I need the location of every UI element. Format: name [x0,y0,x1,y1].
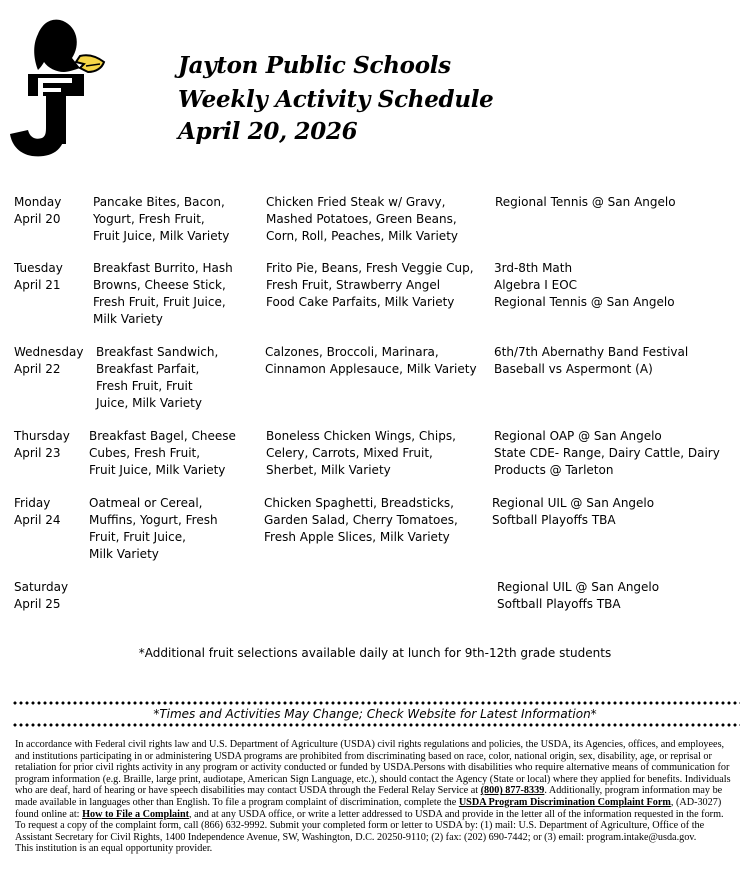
activity-item: Regional Tennis @ San Angelo [494,295,675,309]
usda-disclaimer [15,739,735,855]
activity-item: Regional OAP @ San Angelo [494,429,662,443]
schedule-title: Weekly Activity Schedule [178,86,494,113]
menu-line: Mashed Potatoes, Green Beans, [266,212,457,226]
day-name: Thursday [14,429,70,443]
breakfast-menu [89,428,236,479]
activity-item: State CDE- Range, Dairy Cattle, Dairy [494,446,720,460]
day-date: April 23 [14,446,61,460]
day-label [14,579,68,613]
day-label [14,260,63,294]
menu-line: Fresh Fruit, Fruit [96,379,193,393]
menu-line: Milk Variety [93,312,163,326]
activity-item: Products @ Tarleton [494,463,614,477]
equal-opportunity-statement: This institution is an equal opportunity provider. [15,843,213,855]
activity-item: 3rd-8th Math [494,261,573,275]
day-name: Saturday [14,580,69,594]
menu-line: Frito Pie, Beans, Fresh Veggie Cup, [266,261,474,275]
day-label [14,495,61,529]
activity-item: Baseball vs Aspermont (A) [494,362,653,376]
menu-line: Fruit Juice, Milk Variety [93,229,230,243]
relay-phone: (800) 877-8339 [480,785,545,797]
school-logo [8,16,112,160]
menu-line: Pancake Bites, Bacon, [93,195,225,209]
menu-line: Food Cake Parfaits, Milk Variety [266,295,455,309]
day-label [14,428,70,462]
menu-line: Breakfast Parfait, [96,362,200,376]
day-date: April 25 [14,597,61,611]
menu-line: Celery, Carrots, Mixed Fruit, [266,446,433,460]
lunch-menu [266,428,456,479]
menu-line: Fresh Fruit, Fruit Juice, [93,295,226,309]
fruit-note: *Additional fruit selections available daily at lunch for 9th-12th grade students [138,646,612,660]
day-label [14,194,61,228]
menu-line: Breakfast Burrito, Hash [93,261,233,275]
menu-line: Juice, Milk Variety [96,396,202,410]
disclaimer-text-1: In accordance with Federal civil rights law and U.S. Department of Agriculture (USDA) civil rights regulations and policies, the USDA, its Agencies, offices, and employees, and institutions participating in or administering USDA programs are prohibited from discriminating based on race, color, national origin, sex, disability, age, or reprisal or retaliation for prior civil rights activity in any program or activity conducted or funded by USDA.Persons with disabilities who require alternative means of communication for program information (e.g. Braille, large print, audiotape, American Sign Language, etc.), should contact the Agency (State or local) where they applied for benefits. Individuals who are deaf, hard of hearing or have speech disabilities may contact USDA through the Federal Relay Service at [15,739,731,797]
day-name: Friday [14,496,51,510]
activities-list [494,260,675,311]
schedule-date: April 20, 2026 [178,118,358,145]
breakfast-menu [93,260,233,328]
menu-line: Calzones, Broccoli, Marinara, [265,345,439,359]
disclaimer-text-4: , and at any USDA office, or write a letter addressed to USDA and provide in the letter all of the information requested in the form. To request a copy of the complaint form, call (866) 632-9992. Submit your completed form or letter to USDA by: (1) mail: U.S. Department of Agriculture, Office of the Assistant Secretary for Civil Rights, 1400 Independence Avenue, SW, Washington, D.C. 20250-9110; (2) fax: (202) 690-7442; or (3) email: program.intake@usda.gov. [15,808,724,843]
menu-line: Fruit Juice, Milk Variety [89,463,226,477]
breakfast-menu [96,344,218,412]
menu-line: Fresh Apple Slices, Milk Variety [264,530,450,544]
menu-line: Oatmeal or Cereal, [89,496,203,510]
day-name: Tuesday [14,261,63,275]
breakfast-menu [89,495,218,563]
menu-line: Cubes, Fresh Fruit, [89,446,201,460]
divider-top [12,701,740,705]
change-note: *Times and Activities May Change; Check Website for Latest Information* [153,707,597,721]
activity-item: Regional UIL @ San Angelo [492,496,655,510]
day-date: April 20 [14,212,61,226]
activity-item: Softball Playoffs TBA [492,513,616,527]
lunch-menu [266,194,458,245]
activities-list [492,495,654,529]
breakfast-menu [93,194,229,245]
activity-item: Softball Playoffs TBA [497,597,621,611]
menu-line: Breakfast Sandwich, [96,345,219,359]
disclaimer-text-3: , (AD-3027) found online at: [15,796,722,820]
menu-line: Sherbet, Milk Variety [266,463,391,477]
activities-list [494,428,720,479]
menu-line: Chicken Spaghetti, Breadsticks, [264,496,454,510]
menu-line: Browns, Cheese Stick, [93,278,226,292]
menu-line: Yogurt, Fresh Fruit, [93,212,205,226]
activities-list [497,579,659,613]
divider-bottom [12,723,740,727]
day-date: April 21 [14,278,61,292]
menu-line: Chicken Fried Steak w/ Gravy, [266,195,446,209]
menu-line: Milk Variety [89,547,159,561]
activity-item: 6th/7th Abernathy Band Festival [494,345,689,359]
day-date: April 22 [14,362,61,376]
menu-line: Muffins, Yogurt, Fresh [89,513,218,527]
menu-line: Cinnamon Applesauce, Milk Variety [265,362,477,376]
lunch-menu [264,495,458,546]
activity-item: Regional Tennis @ San Angelo [495,195,676,209]
day-name: Wednesday [14,345,84,359]
menu-line: Fruit, Fruit Juice, [89,530,186,544]
complaint-form-link[interactable]: USDA Program Discrimination Complaint Form [458,796,671,808]
menu-line: Breakfast Bagel, Cheese [89,429,236,443]
menu-line: Fresh Fruit, Strawberry Angel [266,278,441,292]
lunch-menu [266,260,474,311]
menu-line: Boneless Chicken Wings, Chips, [266,429,456,443]
activities-list [494,344,688,378]
school-name: Jayton Public Schools [178,52,451,79]
day-label [14,344,83,378]
activity-item: Algebra I EOC [494,278,578,292]
day-name: Monday [14,195,62,209]
menu-line: Corn, Roll, Peaches, Milk Variety [266,229,458,243]
disclaimer-text-2: . Additionally, program information may be made available in languages other than English. To file a program complaint of discrimination, complete the [15,785,723,808]
activity-item: Regional UIL @ San Angelo [497,580,660,594]
lunch-menu [265,344,477,378]
activities-list [495,194,676,211]
how-to-file-link[interactable]: How to File a Complaint [82,808,190,820]
day-date: April 24 [14,513,61,527]
menu-line: Garden Salad, Cherry Tomatoes, [264,513,458,527]
